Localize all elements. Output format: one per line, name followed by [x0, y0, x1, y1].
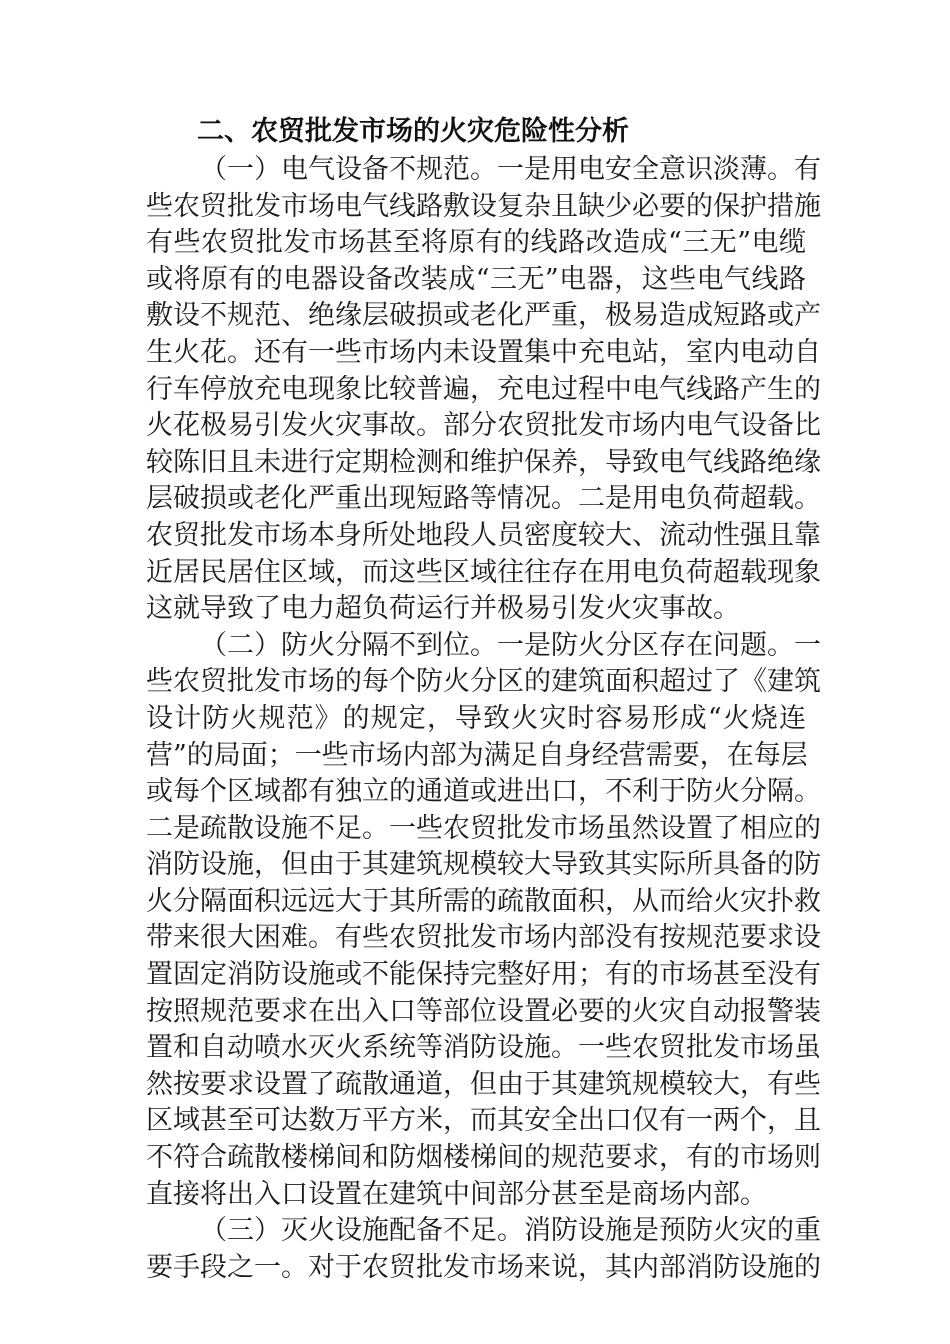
text-line: （三）灭火设施配备不足。消防设施是预防火灾的重 [200, 1215, 821, 1247]
text-line: 农贸批发市场本身所处地段人员密度较大、流动性强且靠 [146, 519, 821, 551]
text-line: 带来很大困难。有些农贸批发市场内部没有按规范要求设 [146, 922, 821, 954]
body-text [146, 152, 821, 1286]
text-line: 火分隔面积远远大于其所需的疏散面积，从而给火灾扑救 [146, 885, 821, 917]
text-line: 有些农贸批发市场甚至将原有的线路改造成“三无”电缆 [146, 227, 806, 259]
text-line: 层破损或老化严重出现短路等情况。二是用电负荷超载。 [146, 483, 821, 515]
text-line: 些农贸批发市场的每个防火分区的建筑面积超过了《建筑 [146, 666, 821, 698]
text-line: 火花极易引发火灾事故。部分农贸批发市场内电气设备比 [146, 410, 821, 442]
text-line: 或每个区域都有独立的通道或进出口，不利于防火分隔。 [146, 776, 821, 808]
text-line: 要手段之一。对于农贸批发市场来说，其内部消防设施的 [146, 1251, 821, 1283]
text-line: 较陈旧且未进行定期检测和维护保养，导致电气线路绝缘 [146, 446, 821, 478]
section-heading: 二、农贸批发市场的火灾危险性分析 [197, 116, 629, 147]
text-line: 然按要求设置了疏散通道，但由于其建筑规模较大，有些 [146, 1068, 821, 1100]
text-line: 些农贸批发市场电气线路敷设复杂且缺少必要的保护措施 [146, 190, 821, 222]
text-line: 这就导致了电力超负荷运行并极易引发火灾事故。 [146, 593, 740, 625]
text-line: 不符合疏散楼梯间和防烟楼梯间的规范要求，有的市场则 [146, 1142, 821, 1174]
text-line: 区域甚至可达数万平方米，而其安全出口仅有一两个，且 [146, 1105, 821, 1137]
text-line: 营”的局面；一些市场内部为满足自身经营需要，在每层 [146, 739, 808, 771]
text-line: 消防设施，但由于其建筑规模较大导致其实际所具备的防 [146, 849, 821, 881]
text-line: 近居民居住区域，而这些区域往往存在用电负荷超载现象 [146, 556, 821, 588]
text-line: 敷设不规范、绝缘层破损或老化严重，极易造成短路或产 [146, 300, 821, 332]
text-line: 直接将出入口设置在建筑中间部分甚至是商场内部。 [146, 1178, 767, 1210]
text-line: （二）防火分隔不到位。一是防火分区存在问题。一 [200, 629, 821, 661]
text-line: （一）电气设备不规范。一是用电安全意识淡薄。有 [200, 154, 821, 185]
text-line: 置和自动喷水灭火系统等消防设施。一些农贸批发市场虽 [146, 1032, 821, 1064]
text-line: 置固定消防设施或不能保持完整好用；有的市场甚至没有 [146, 959, 821, 991]
text-line: 二是疏散设施不足。一些农贸批发市场虽然设置了相应的 [146, 812, 821, 844]
text-line: 行车停放充电现象比较普遍，充电过程中电气线路产生的 [146, 373, 821, 405]
text-line: 设计防火规范》的规定，导致火灾时容易形成“火烧连 [146, 702, 806, 734]
text-line: 或将原有的电器设备改装成“三无”电器，这些电气线路 [146, 263, 806, 295]
text-line: 按照规范要求在出入口等部位设置必要的火灾自动报警装 [146, 995, 821, 1027]
text-line: 生火花。还有一些市场内未设置集中充电站，室内电动自 [146, 336, 821, 368]
